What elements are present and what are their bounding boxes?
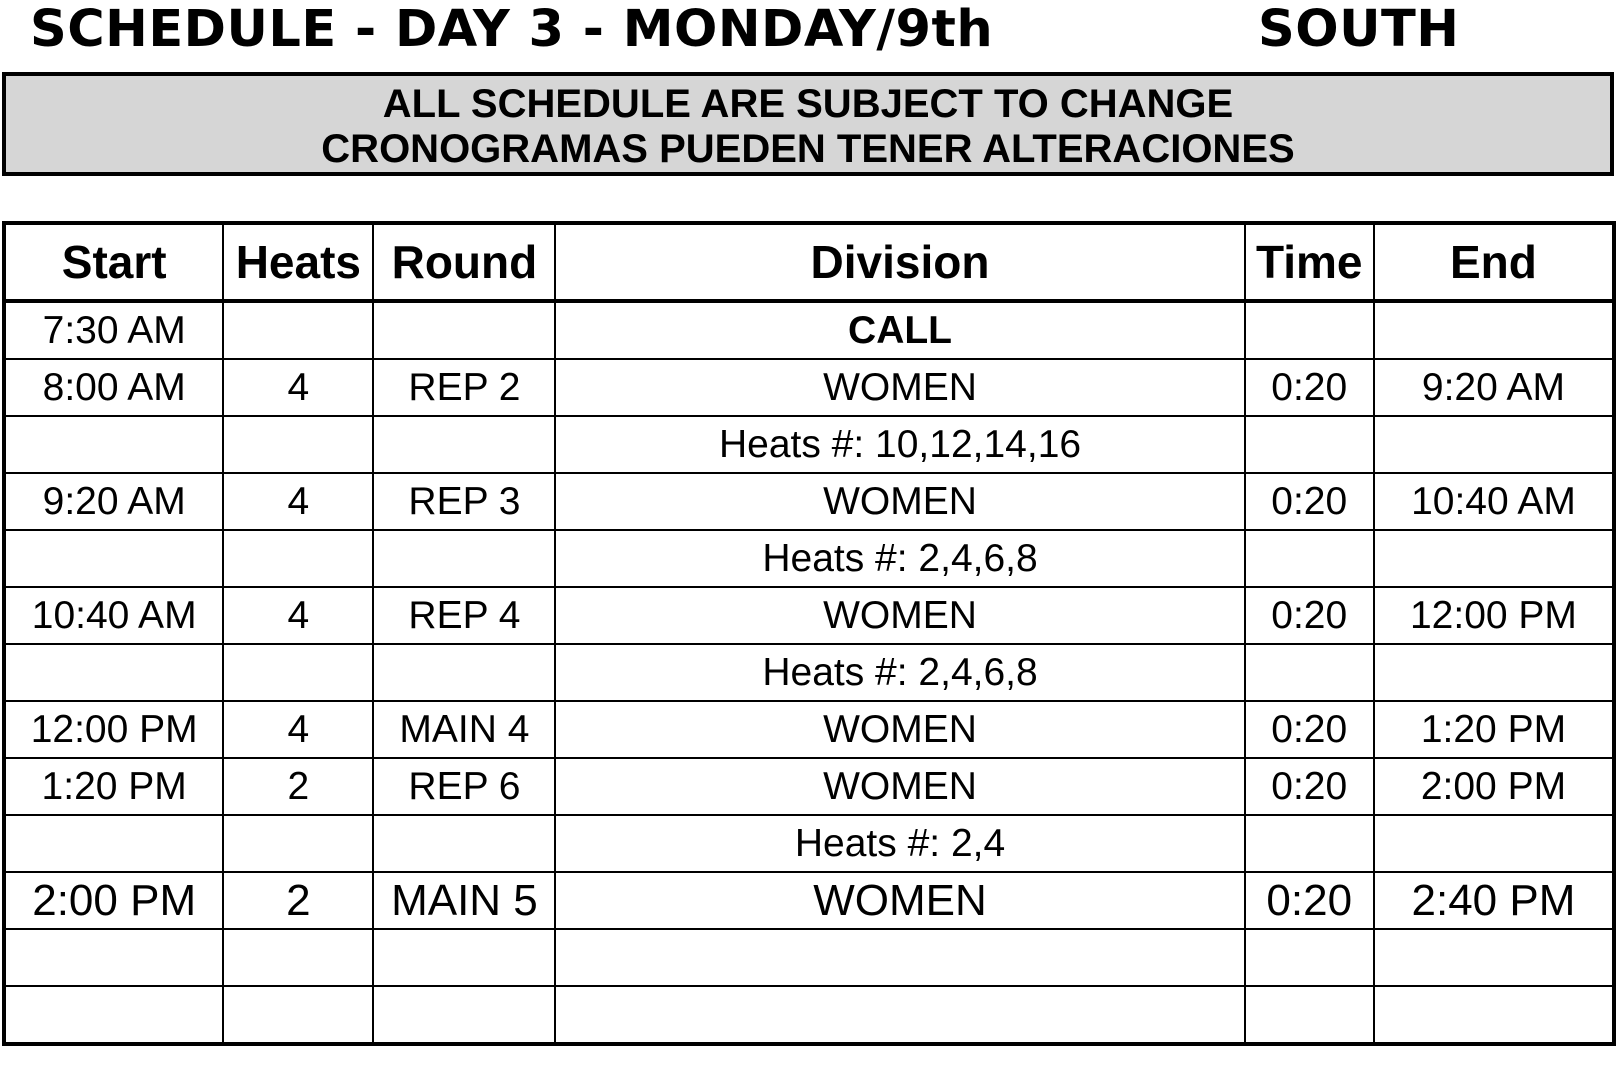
cell-heats: [223, 815, 373, 872]
location-label: SOUTH: [1258, 0, 1460, 59]
cell-heats: 2: [223, 872, 373, 929]
cell-round: [373, 301, 555, 359]
notice-line-spanish: CRONOGRAMAS PUEDEN TENER ALTERACIONES: [321, 127, 1295, 171]
cell-end: [1374, 644, 1614, 701]
cell-round: [373, 986, 555, 1044]
cell-time: 0:20: [1245, 473, 1374, 530]
title-bar: [0, 0, 1624, 64]
cell-start: 2:00 PM: [4, 872, 223, 929]
cell-heats: 4: [223, 701, 373, 758]
cell-start: 9:20 AM: [4, 473, 223, 530]
cell-start: 7:30 AM: [4, 301, 223, 359]
cell-round: MAIN 5: [373, 872, 555, 929]
cell-division: WOMEN: [555, 473, 1244, 530]
cell-round: REP 2: [373, 359, 555, 416]
cell-end: 2:40 PM: [1374, 872, 1614, 929]
cell-time: [1245, 530, 1374, 587]
schedule-title: SCHEDULE - DAY 3 - MONDAY/9th: [30, 0, 994, 59]
table-row: [4, 758, 1614, 815]
cell-division: WOMEN: [555, 587, 1244, 644]
cell-end: [1374, 530, 1614, 587]
cell-heats: 4: [223, 587, 373, 644]
cell-round: [373, 416, 555, 473]
column-header-end: End: [1374, 223, 1614, 301]
cell-time: [1245, 301, 1374, 359]
cell-end: [1374, 929, 1614, 986]
cell-end: [1374, 416, 1614, 473]
cell-round: [373, 530, 555, 587]
cell-start: [4, 644, 223, 701]
column-header-round: Round: [373, 223, 555, 301]
column-header-division: Division: [555, 223, 1244, 301]
cell-round: REP 6: [373, 758, 555, 815]
cell-division: Heats #: 2,4: [555, 815, 1244, 872]
cell-round: MAIN 4: [373, 701, 555, 758]
column-header-time: Time: [1245, 223, 1374, 301]
cell-start: 10:40 AM: [4, 587, 223, 644]
cell-heats: [223, 929, 373, 986]
cell-heats: 4: [223, 473, 373, 530]
column-header-heats: Heats: [223, 223, 373, 301]
cell-round: [373, 929, 555, 986]
cell-start: [4, 815, 223, 872]
cell-end: 9:20 AM: [1374, 359, 1614, 416]
table-row: [4, 815, 1614, 872]
cell-round: REP 3: [373, 473, 555, 530]
cell-round: [373, 815, 555, 872]
column-header-start: Start: [4, 223, 223, 301]
cell-end: 12:00 PM: [1374, 587, 1614, 644]
cell-division: [555, 929, 1244, 986]
table-row: [4, 929, 1614, 986]
cell-division: WOMEN: [555, 872, 1244, 929]
cell-division: CALL: [555, 301, 1244, 359]
cell-end: 1:20 PM: [1374, 701, 1614, 758]
cell-start: [4, 986, 223, 1044]
table-row: [4, 530, 1614, 587]
cell-heats: 4: [223, 359, 373, 416]
cell-heats: [223, 416, 373, 473]
cell-time: [1245, 929, 1374, 986]
table-row: [4, 872, 1614, 929]
table-row: [4, 416, 1614, 473]
cell-start: 12:00 PM: [4, 701, 223, 758]
cell-round: REP 4: [373, 587, 555, 644]
table-row: [4, 587, 1614, 644]
cell-start: 1:20 PM: [4, 758, 223, 815]
cell-start: [4, 530, 223, 587]
cell-round: [373, 644, 555, 701]
cell-start: [4, 416, 223, 473]
cell-division: WOMEN: [555, 758, 1244, 815]
table-row: [4, 986, 1614, 1044]
cell-heats: [223, 530, 373, 587]
table-row: [4, 644, 1614, 701]
cell-heats: [223, 301, 373, 359]
cell-end: [1374, 815, 1614, 872]
cell-division: [555, 986, 1244, 1044]
schedule-table: [2, 221, 1616, 1046]
cell-end: [1374, 986, 1614, 1044]
cell-division: Heats #: 10,12,14,16: [555, 416, 1244, 473]
cell-heats: [223, 644, 373, 701]
schedule-body: [4, 301, 1614, 1044]
notice-line-english: ALL SCHEDULE ARE SUBJECT TO CHANGE: [382, 82, 1234, 126]
cell-start: 8:00 AM: [4, 359, 223, 416]
cell-division: WOMEN: [555, 359, 1244, 416]
table-row: [4, 701, 1614, 758]
cell-end: [1374, 301, 1614, 359]
cell-time: 0:20: [1245, 359, 1374, 416]
cell-time: 0:20: [1245, 872, 1374, 929]
table-row: [4, 359, 1614, 416]
cell-heats: [223, 986, 373, 1044]
cell-heats: 2: [223, 758, 373, 815]
table-header-row: [4, 223, 1614, 301]
cell-division: Heats #: 2,4,6,8: [555, 530, 1244, 587]
cell-time: [1245, 644, 1374, 701]
cell-division: Heats #: 2,4,6,8: [555, 644, 1244, 701]
cell-time: 0:20: [1245, 587, 1374, 644]
cell-time: [1245, 416, 1374, 473]
cell-time: [1245, 815, 1374, 872]
table-row: [4, 473, 1614, 530]
cell-time: [1245, 986, 1374, 1044]
cell-division: WOMEN: [555, 701, 1244, 758]
change-notice: [2, 72, 1614, 176]
cell-start: [4, 929, 223, 986]
cell-time: 0:20: [1245, 758, 1374, 815]
cell-time: 0:20: [1245, 701, 1374, 758]
table-row: [4, 301, 1614, 359]
cell-end: 2:00 PM: [1374, 758, 1614, 815]
cell-end: 10:40 AM: [1374, 473, 1614, 530]
